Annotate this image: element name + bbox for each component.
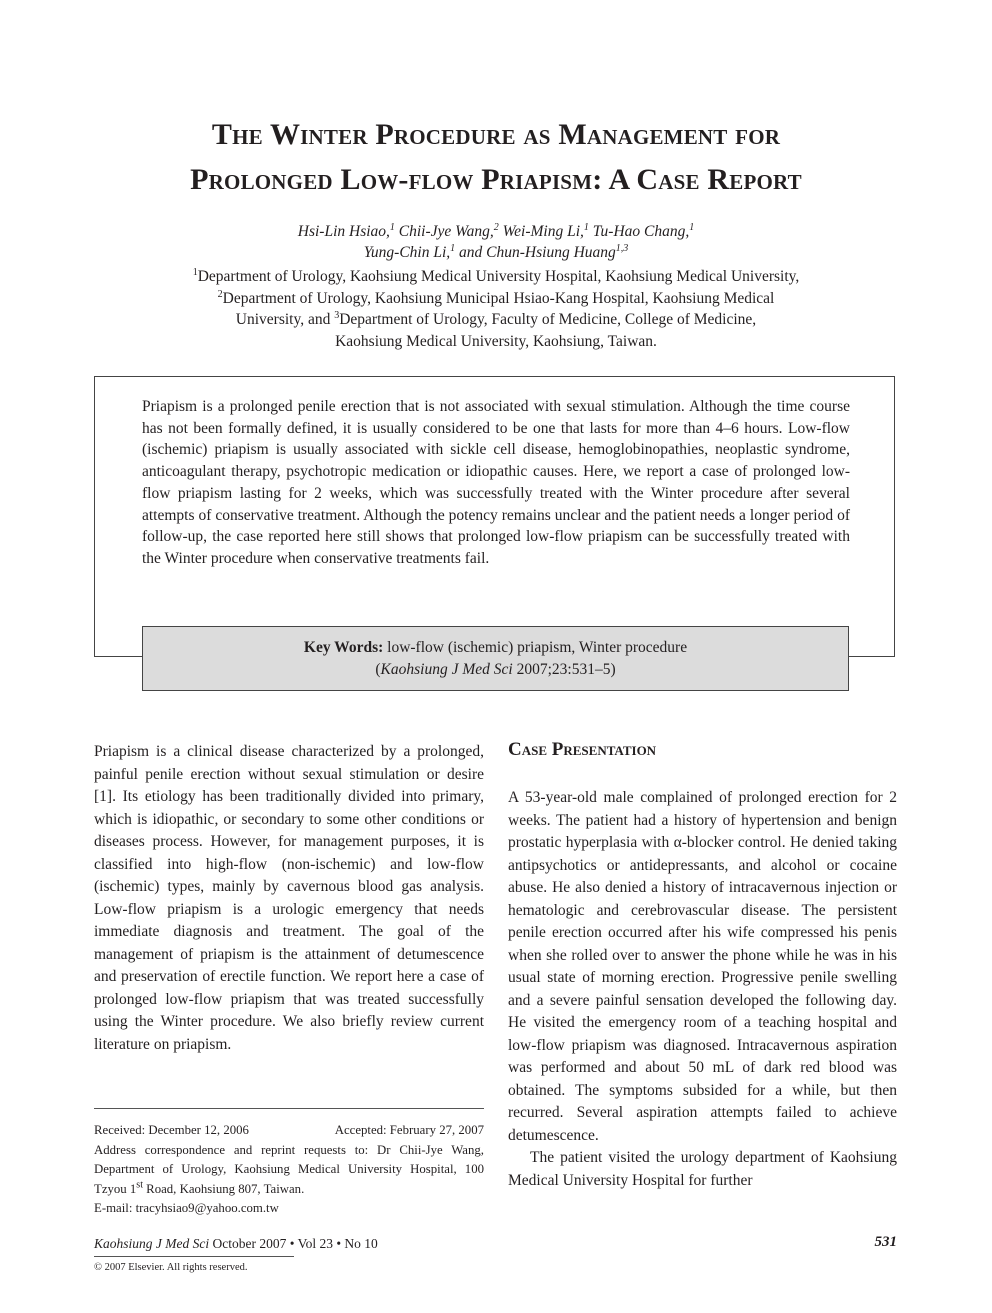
- article-footnote: [94, 1121, 484, 1219]
- accepted-date: Accepted: February 27, 2007: [334, 1123, 484, 1137]
- title-line-1: The Winter Procedure as Management for: [211, 118, 781, 151]
- affiliation-text: Department of Urology, Kaohsiung Municipal Hsiao-Kang Hospital, Kaohsiung Medical: [222, 289, 775, 307]
- journal-footer: [94, 1236, 378, 1252]
- copyright: © 2007 Elsevier. All rights reserved.: [94, 1262, 248, 1273]
- email: E-mail: tracyhsiao9@yahoo.com.tw: [94, 1201, 279, 1215]
- author: Wei-Ming Li,: [498, 223, 584, 240]
- paragraph: A 53-year-old male complained of prolonged erection for 2 weeks. The patient had a history of hypertension and benign prostatic hyperplasia with α-blocker control. He denied taking antipsychotics or antidepressants, and alcohol or cocaine abuse. He also denied a history of intracavernous injection or hematologic and cerebrovascular disease. The persistent penile erection occurred after his wife compressed his penis when she rolled over to answer the phone while he was in his usual state of morning erection. Progressive penile swelling and a severe painful sensation developed the following day. He visited the emergency room of a teaching hospital and low-flow priapism was diagnosed. Intracavernous aspiration was performed and about 50 mL of dark red blood was obtained. The symptoms subsided for a while, but then recurred. Several aspiration attempts failed to achieve detumescence.: [508, 789, 897, 1144]
- article-title: [60, 112, 932, 202]
- keywords-box: [142, 626, 849, 691]
- case-presentation-body: [508, 787, 897, 1192]
- affil-marker: 1: [583, 221, 589, 233]
- address-text: Road, Kaohsiung 807, Taiwan.: [142, 1181, 305, 1196]
- received-date: Received: December 12, 2006: [94, 1123, 249, 1137]
- citation: [375, 661, 615, 678]
- keywords-text: low-flow (ischemic) priapism, Winter procedure: [383, 639, 688, 656]
- address-text: Address correspondence and reprint requests to: Dr Chii-Jye Wang, Department of Urology, Kaohsiung Medical University Hospital, 100 Tzyou 1: [94, 1142, 484, 1196]
- paragraph: The patient visited the urology department of Kaohsiung Medical University Hospital for further: [508, 1149, 897, 1189]
- journal-name: Kaohsiung J Med Sci: [94, 1236, 210, 1251]
- author: Hsi-Lin Hsiao,: [297, 223, 390, 240]
- author-list: [80, 221, 912, 263]
- affiliation-text: University, and: [235, 311, 335, 328]
- affil-marker: 1: [192, 266, 198, 278]
- affil-marker: 1: [450, 242, 456, 254]
- affil-marker: 1: [389, 221, 395, 233]
- affiliation-text: Department of Urology, Faculty of Medicine, College of Medicine,: [339, 311, 757, 328]
- journal-issue: October 2007 • Vol 23 • No 10: [209, 1236, 378, 1251]
- page-number: 531: [874, 1234, 897, 1250]
- author: Tu-Hao Chang,: [588, 223, 690, 240]
- author: Chii-Jye Wang,: [394, 223, 494, 240]
- keywords-label: Key Words:: [303, 639, 384, 656]
- section-heading-case-presentation: Case Presentation: [508, 739, 657, 760]
- citation-journal: Kaohsiung J Med Sci: [380, 660, 513, 678]
- affiliation-text: Kaohsiung Medical University, Kaohsiung, Taiwan.: [335, 332, 657, 350]
- introduction-text: Priapism is a clinical disease characterized by a prolonged, painful penile erection without sexual stimulation or desire [1]. Its etiology has been traditionally divided into primary, which is idiopathic, or secondary to some other conditions or diseases process. However, for management purposes, it is classified into high-flow (non-ischemic) and low-flow (ischemic) types, mainly by cavernous blood gas analysis. Low-flow priapism is a urologic emergency that needs immediate diagnosis and treatment. The goal of the management of priapism is the attainment of detumescence and preservation of erectile function. We report here a case of prolonged low-flow priapism that was treated successfully using the Winter procedure. We also briefly review current literature on priapism.: [94, 743, 484, 1053]
- abstract-text: Priapism is a prolonged penile erection that is not associated with sexual stimulation. Although the time course has not been formally defined, it is usually considered to be one that lasts for more than 4–6 hours. Low-flow (ischemic) priapism is usually associated with sickle cell disease, hemoglobinopathies, neoplastic syndrome, anticoagulant therapy, psychotropic medication or idiopathic causes. Here, we report a case of prolonged low-flow priapism lasting for 2 weeks, which was successfully treated with the Winter procedure after several attempts of conservative treatment. Although the potency remains unclear and the patient needs a longer period of follow-up, the case reported here still shows that prolonged low-flow priapism can be successfully treated with the Winter procedure when conservative treatments fail.: [142, 398, 850, 567]
- citation-open: (: [375, 660, 381, 678]
- author: Yung-Chin Li,: [363, 244, 451, 261]
- author: and Chun-Hsiung Huang: [455, 244, 616, 261]
- title-line-2: Prolonged Low-flow Priapism: A Case Report: [190, 163, 802, 196]
- ordinal-suffix: st: [136, 1179, 143, 1191]
- affil-marker: 1,3: [615, 242, 629, 254]
- copyright-divider: [94, 1256, 294, 1257]
- citation-details: 2007;23:531–5): [512, 660, 616, 678]
- affil-marker: 3: [334, 309, 340, 321]
- affil-marker: 1: [689, 221, 695, 233]
- footnote-divider: [94, 1108, 484, 1109]
- correspondence-address: [94, 1141, 484, 1200]
- affil-marker: 2: [217, 288, 223, 300]
- affiliation-text: Department of Urology, Kaohsiung Medical University Hospital, Kaohsiung Medical University,: [197, 268, 800, 285]
- affiliations: [80, 266, 912, 352]
- affil-marker: 2: [493, 221, 499, 233]
